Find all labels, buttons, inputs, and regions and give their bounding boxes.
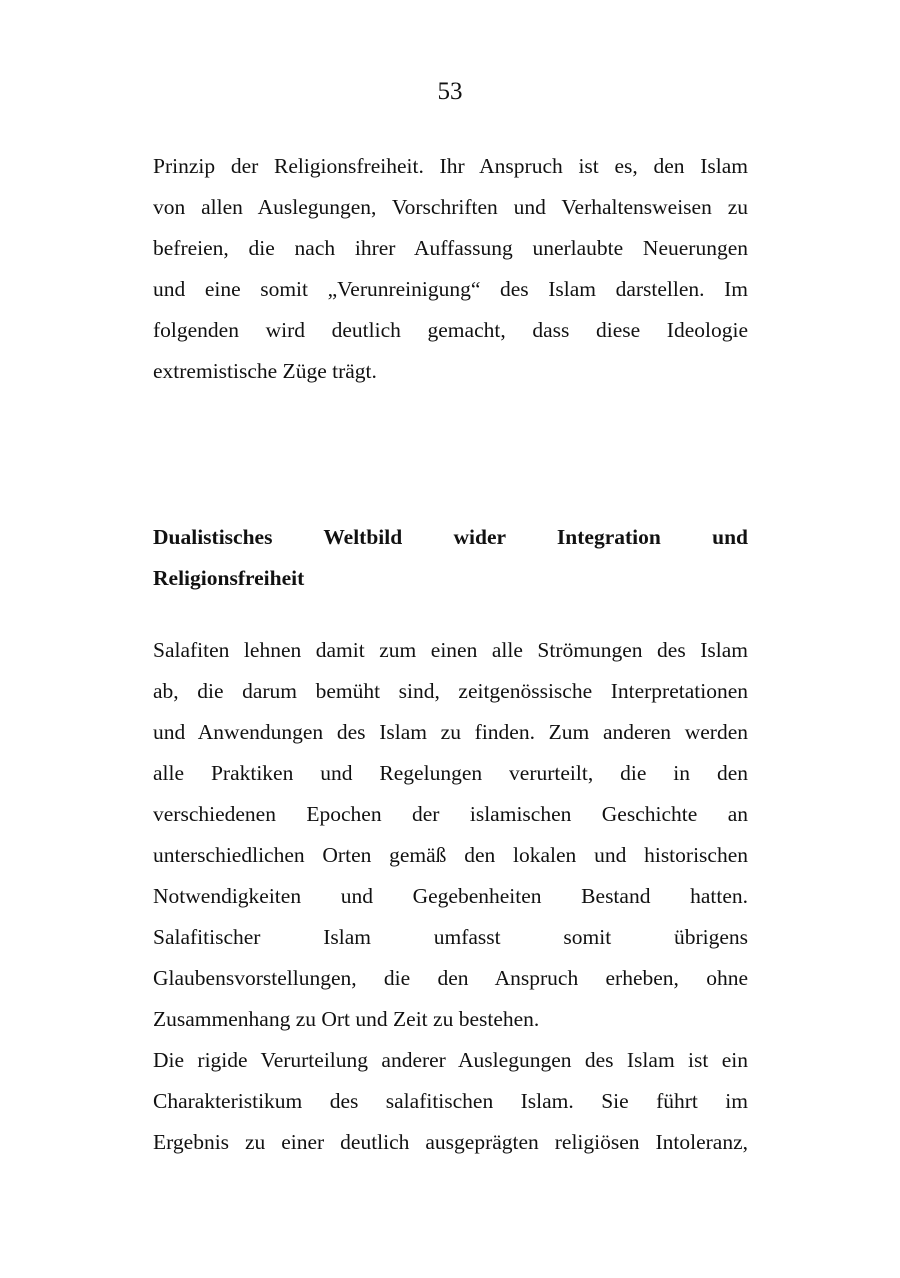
text-line: und Anwendungen des Islam zu finden. Zum anderen werden (153, 720, 748, 744)
text-line: von allen Auslegungen, Vorschriften und Verhaltensweisen zu (153, 195, 748, 219)
text-line: Ergebnis zu einer deutlich ausgeprägten religiösen Intoleranz, (153, 1130, 748, 1154)
text-line: Glaubensvorstellungen, die den Anspruch erheben, ohne (153, 966, 748, 990)
text-line: Charakteristikum des salafitischen Islam. Sie führt im (153, 1089, 748, 1113)
text-line: Prinzip der Religionsfreiheit. Ihr Anspruch ist es, den Islam (153, 154, 748, 178)
text-line: Salafiten lehnen damit zum einen alle Strömungen des Islam (153, 638, 748, 662)
page-number: 53 (437, 78, 463, 105)
text-line: Salafitischer Islam umfasst somit übrigens (153, 925, 748, 949)
text-line: extremistische Züge trägt. (153, 359, 377, 383)
text-line: Notwendigkeiten und Gegebenheiten Bestand hatten. (153, 884, 748, 908)
heading-line: Religionsfreiheit (153, 566, 305, 590)
paragraph-body (153, 630, 748, 1040)
text-line: ab, die darum bemüht sind, zeitgenössische Interpretationen (153, 679, 748, 703)
text-line: verschiedenen Epochen der islamischen Geschichte an (153, 802, 748, 826)
text-line: unterschiedlichen Orten gemäß den lokalen und historischen (153, 843, 748, 867)
paragraph-continued (153, 1040, 748, 1163)
section-heading (153, 517, 748, 599)
heading-line: Dualistisches Weltbild wider Integration und (153, 525, 748, 549)
paragraph-intro (153, 146, 748, 392)
text-line: alle Praktiken und Regelungen verurteilt, die in den (153, 761, 748, 785)
text-line: Zusammenhang zu Ort und Zeit zu bestehen. (153, 1007, 540, 1031)
text-line: und eine somit „Verunreinigung“ des Islam darstellen. Im (153, 277, 748, 301)
text-line: befreien, die nach ihrer Auffassung unerlaubte Neuerungen (153, 236, 748, 260)
text-line: folgenden wird deutlich gemacht, dass diese Ideologie (153, 318, 748, 342)
text-line: Die rigide Verurteilung anderer Auslegungen des Islam ist ein (153, 1048, 748, 1072)
